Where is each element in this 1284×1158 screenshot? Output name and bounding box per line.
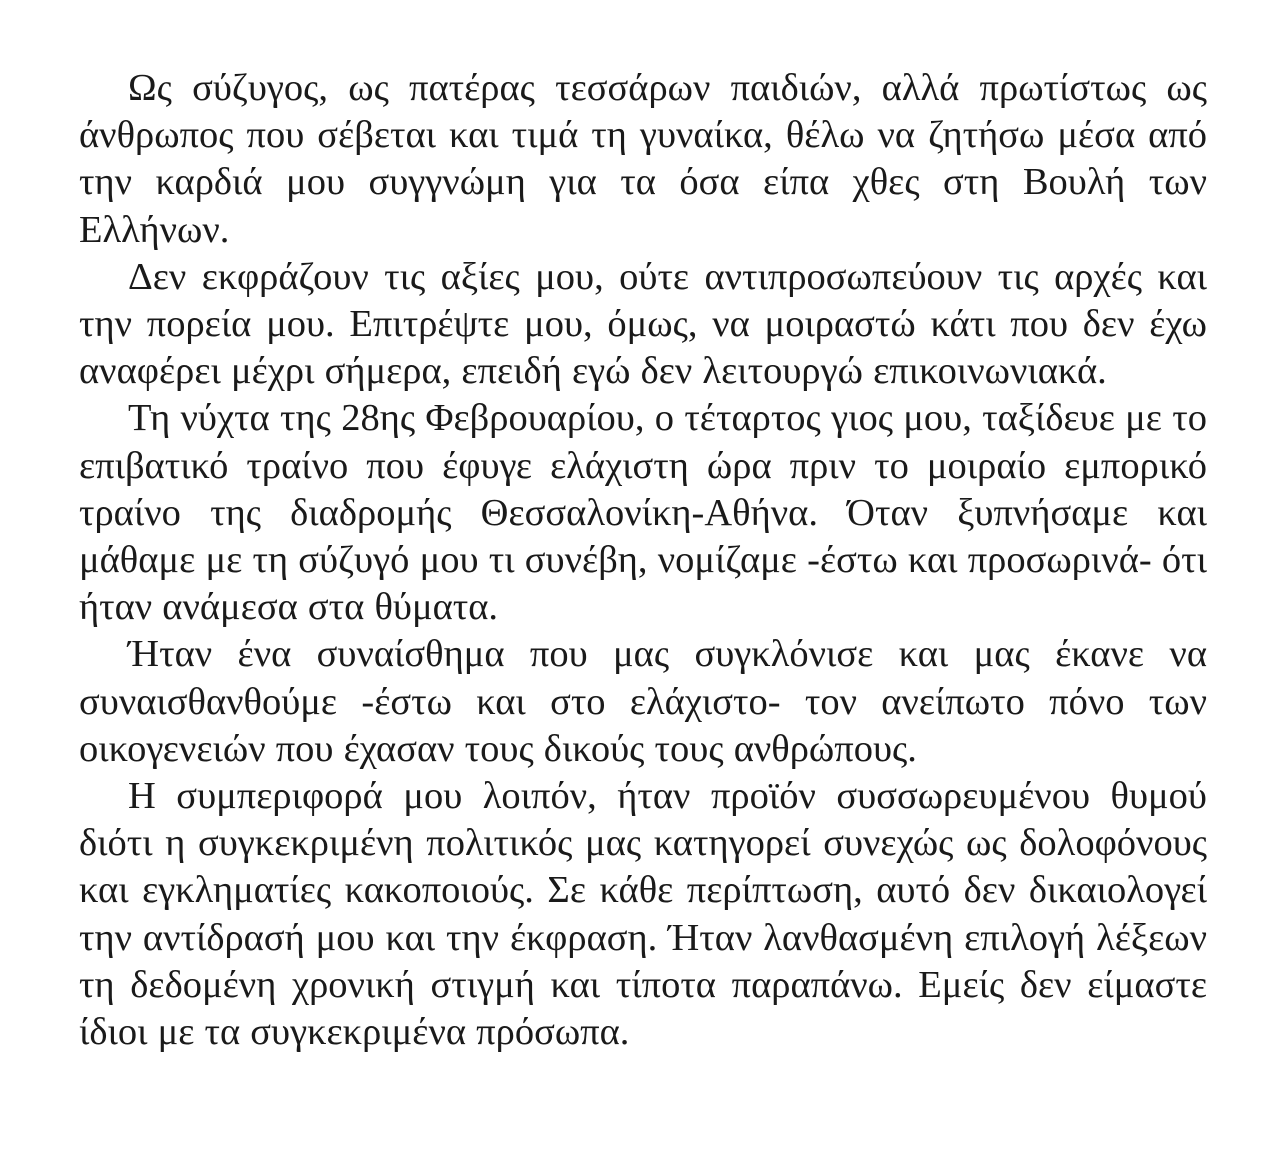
paragraph-5: Η συμπεριφορά μου λοιπόν, ήταν προϊόν συσσωρευμένου θυμού διότι η συγκεκριμένη πολιτικός μας κατηγορεί συνεχώς ως δολοφόνους και εγκληματίες κακοποιούς. Σε κάθε περίπτωση, αυτό δεν δικαιολογεί την αντίδρασή μου και την έκφραση. Ήταν λανθασμένη επιλογή λέξεων τη δεδομένη χρονική στιγμή και τίποτα παραπάνω. Εμείς δεν είμαστε ίδιοι με τα συγκεκριμένα πρόσωπα. [79,775,1207,1054]
document-page [79,65,1207,1056]
paragraph-2: Δεν εκφράζουν τις αξίες μου, ούτε αντιπροσωπεύουν τις αρχές και την πορεία μου. Επιτρέψτε μου, όμως, να μοιραστώ κάτι που δεν έχω αναφέρει μέχρι σήμερα, επειδή εγώ δεν λειτουργώ επικοινωνιακά. [79,255,1207,393]
paragraph-3: Τη νύχτα της 28ης Φεβρουαρίου, ο τέταρτος γιος μου, ταξίδευε με το επιβατικό τραίνο που έφυγε ελάχιστη ώρα πριν το μοιραίο εμπορικό τραίνο της διαδρομής Θεσσαλονίκη-Αθήνα. Όταν ξυπνήσαμε και μάθαμε με τη σύζυγό μου τι συνέβη, νομίζαμε -έστω και προσωρινά- ότι ήταν ανάμεσα στα θύματα. [79,397,1207,629]
paragraph-4: Ήταν ένα συναίσθημα που μας συγκλόνισε και μας έκανε να συναισθανθούμε -έστω και στο ελάχιστο- τον ανείπωτο πόνο των οικογενειών που έχασαν τους δικούς τους ανθρώπους. [79,633,1207,770]
paragraph-1: Ως σύζυγος, ως πατέρας τεσσάρων παιδιών, αλλά πρωτίστως ως άνθρωπος που σέβεται και τιμά τη γυναίκα, θέλω να ζητήσω μέσα από την καρδιά μου συγγνώμη για τα όσα είπα χθες στη Βουλή των Ελλήνων. [79,67,1207,251]
